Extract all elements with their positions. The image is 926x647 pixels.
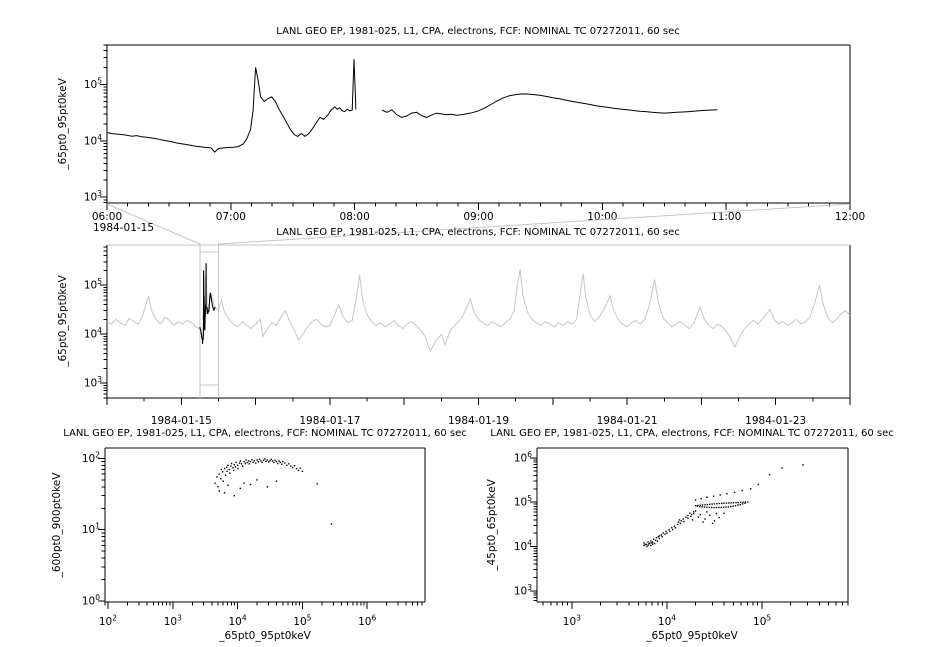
log-tick-label: $10^5$: [293, 613, 312, 628]
xlabel-scatter-600-900: _65pt0_95pt0keV: [219, 630, 311, 642]
scatter-600-900-plot-area[interactable]: [105, 448, 425, 602]
title-top-timeseries: LANL GEO EP, 1981-025, L1, CPA, electrons, FCF: NOMINAL TC 07272011, 60 sec: [276, 26, 680, 37]
ylabel-scatter-600-900: _600pt0_900pt0keV: [51, 472, 63, 578]
log-tick-label: $10^5$: [513, 494, 532, 509]
log-tick-label: $10^2$: [81, 450, 100, 465]
tick-label: 08:00: [339, 211, 370, 223]
scatter-45-65-plot: [514, 448, 848, 628]
log-tick-label: $10^5$: [753, 613, 772, 628]
xlabel-scatter-45-65: _65pt0_95pt0keV: [646, 630, 738, 642]
connector-right: [215, 204, 850, 244]
tick-label: 11:00: [711, 211, 742, 223]
tick-label: 09:00: [463, 211, 494, 223]
tick-label: 1984-01-23: [745, 415, 807, 427]
tick-label: 1984-01-15: [150, 415, 212, 427]
ylabel-scatter-45-65: _45pt0_65pt0keV: [486, 479, 498, 571]
log-tick-label: $10^3$: [513, 582, 532, 598]
top-zoom-timeseries-plot-area[interactable]: [107, 45, 850, 203]
title-context-timeseries: LANL GEO EP, 1981-025, L1, CPA, electrons, FCF: NOMINAL TC 07272011, 60 sec: [276, 227, 680, 238]
log-tick-label: $10^5$: [83, 76, 102, 91]
log-tick-label: $10^2$: [98, 613, 118, 628]
tick-label: 1984-01-17: [299, 415, 361, 427]
tick-label: 1984-01-21: [596, 415, 658, 427]
tick-label: 1984-01-19: [447, 415, 510, 427]
log-tick-label: $10^0$: [81, 593, 100, 608]
log-tick-label: $10^5$: [83, 277, 102, 292]
scatter-45-65-plot-area[interactable]: [537, 448, 848, 602]
tick-label: 10:00: [587, 211, 618, 223]
log-tick-label: $10^3$: [83, 375, 102, 390]
log-tick-label: $10^3$: [83, 189, 102, 204]
ylabel-context-timeseries: _65pt0_95pt0keV: [57, 275, 69, 367]
log-tick-label: $10^3$: [562, 613, 581, 628]
log-tick-label: $10^6$: [358, 613, 377, 628]
scatter-600-900-plot: [82, 448, 425, 628]
log-tick-label: $10^4$: [83, 132, 102, 148]
tick-label: 07:00: [215, 211, 246, 223]
log-tick-label: $10^6$: [513, 449, 532, 465]
log-tick-label: $10^4$: [228, 613, 247, 628]
tick-label: 12:00: [834, 211, 866, 223]
date-sublabel: 1984-01-15: [93, 222, 155, 234]
top-zoom-timeseries-plot: [84, 45, 865, 223]
context-timeseries-plot-area[interactable]: [107, 245, 850, 398]
log-tick-label: $10^1$: [81, 521, 100, 537]
log-tick-label: $10^3$: [163, 613, 182, 628]
log-tick-label: $10^4$: [657, 613, 677, 628]
title-scatter-45-65: LANL GEO EP, 1981-025, L1, CPA, electrons, FCF: NOMINAL TC 07272011, 60 sec: [490, 428, 894, 439]
title-scatter-600-900: LANL GEO EP, 1981-025, L1, CPA, electrons, FCF: NOMINAL TC 07272011, 60 sec: [63, 428, 467, 439]
log-tick-label: $10^4$: [513, 538, 532, 553]
log-tick-label: $10^4$: [83, 326, 102, 341]
tick-label: 06:00: [91, 211, 123, 223]
ylabel-top-timeseries: _65pt0_95pt0keV: [57, 78, 69, 170]
